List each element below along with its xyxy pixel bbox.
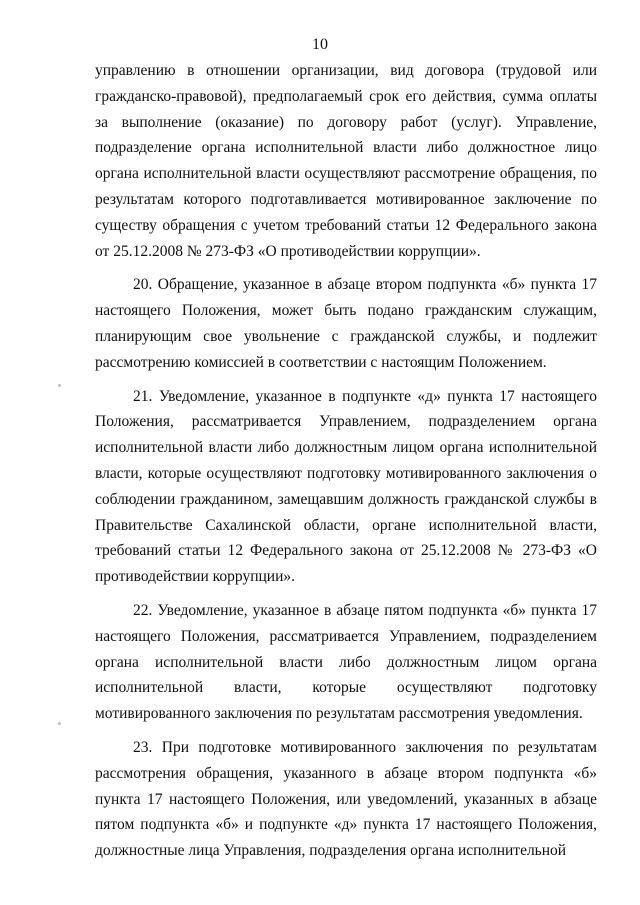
paragraph-20: 20. Обращение, указанное в абзаце втором подпункта «б» пункта 17 настоящего Положения, может быть подано гражданским служащим, планирующим свое увольнение с гражданской службы, и подлежит рассмотрению комиссией в соответствии с настоящим Положением. — [95, 276, 597, 371]
page-number: 10 — [312, 36, 328, 53]
paragraph-21: 21. Уведомление, указанное в подпункте «д» пункта 17 настоящего Положения, рассматривается Управлением, подразделением органа исполнительной власти либо должностным лицом органа исполнительной власти, которые осуществляют подготовку мотивированного заключения о соблюдении гражданином, замещавшим должность гражданской службы в Правительстве Сахалинской области, органе исполнительной власти, требований статьи 12 Федерального закона от 25.12.2008 № 273-ФЗ «О противодействии коррупции». — [95, 387, 597, 586]
paragraph-gap — [95, 264, 597, 272]
paragraph-23: 23. При подготовке мотивированного заключения по результатам рассмотрения обращения, указанного в абзаце втором подпункта «б» пункта 17 настоящего Положения, или уведомлений, указанных в абзаце пятом подпункта «б» и подпункте «д» пункта 17 настоящего Положения, должностные лица Управления, подразделения органа исполнительной — [95, 738, 597, 860]
paragraph-gap — [95, 727, 597, 735]
paragraph-gap — [95, 590, 597, 598]
scan-speck — [58, 384, 61, 387]
scan-speck — [58, 722, 61, 725]
document-body — [95, 58, 597, 864]
paragraph-continuation: управлению в отношении организации, вид договора (трудовой или гражданско-правовой), предполагаемый срок его действия, сумма оплаты за выполнение (оказание) по договору работ (услуг). Управление, подразделение органа исполнительной власти либо должностное лицо органа исполнительной власти осуществляют рассмотрение обращения, по результатам которого подготавливается мотивированное заключение по существу обращения с учетом требований статьи 12 Федерального закона от 25.12.2008 № 273-ФЗ «О противодействии коррупции». — [95, 62, 597, 260]
paragraph-gap — [95, 376, 597, 384]
paragraph-22: 22. Уведомление, указанное в абзаце пятом подпункта «б» пункта 17 настоящего Положения, рассматривается Управлением, подразделением органа исполнительной власти либо должностным лицом органа исполнительной власти, которые осуществляют подготовку мотивированного заключения по результатам рассмотрения уведомления. — [95, 601, 597, 723]
